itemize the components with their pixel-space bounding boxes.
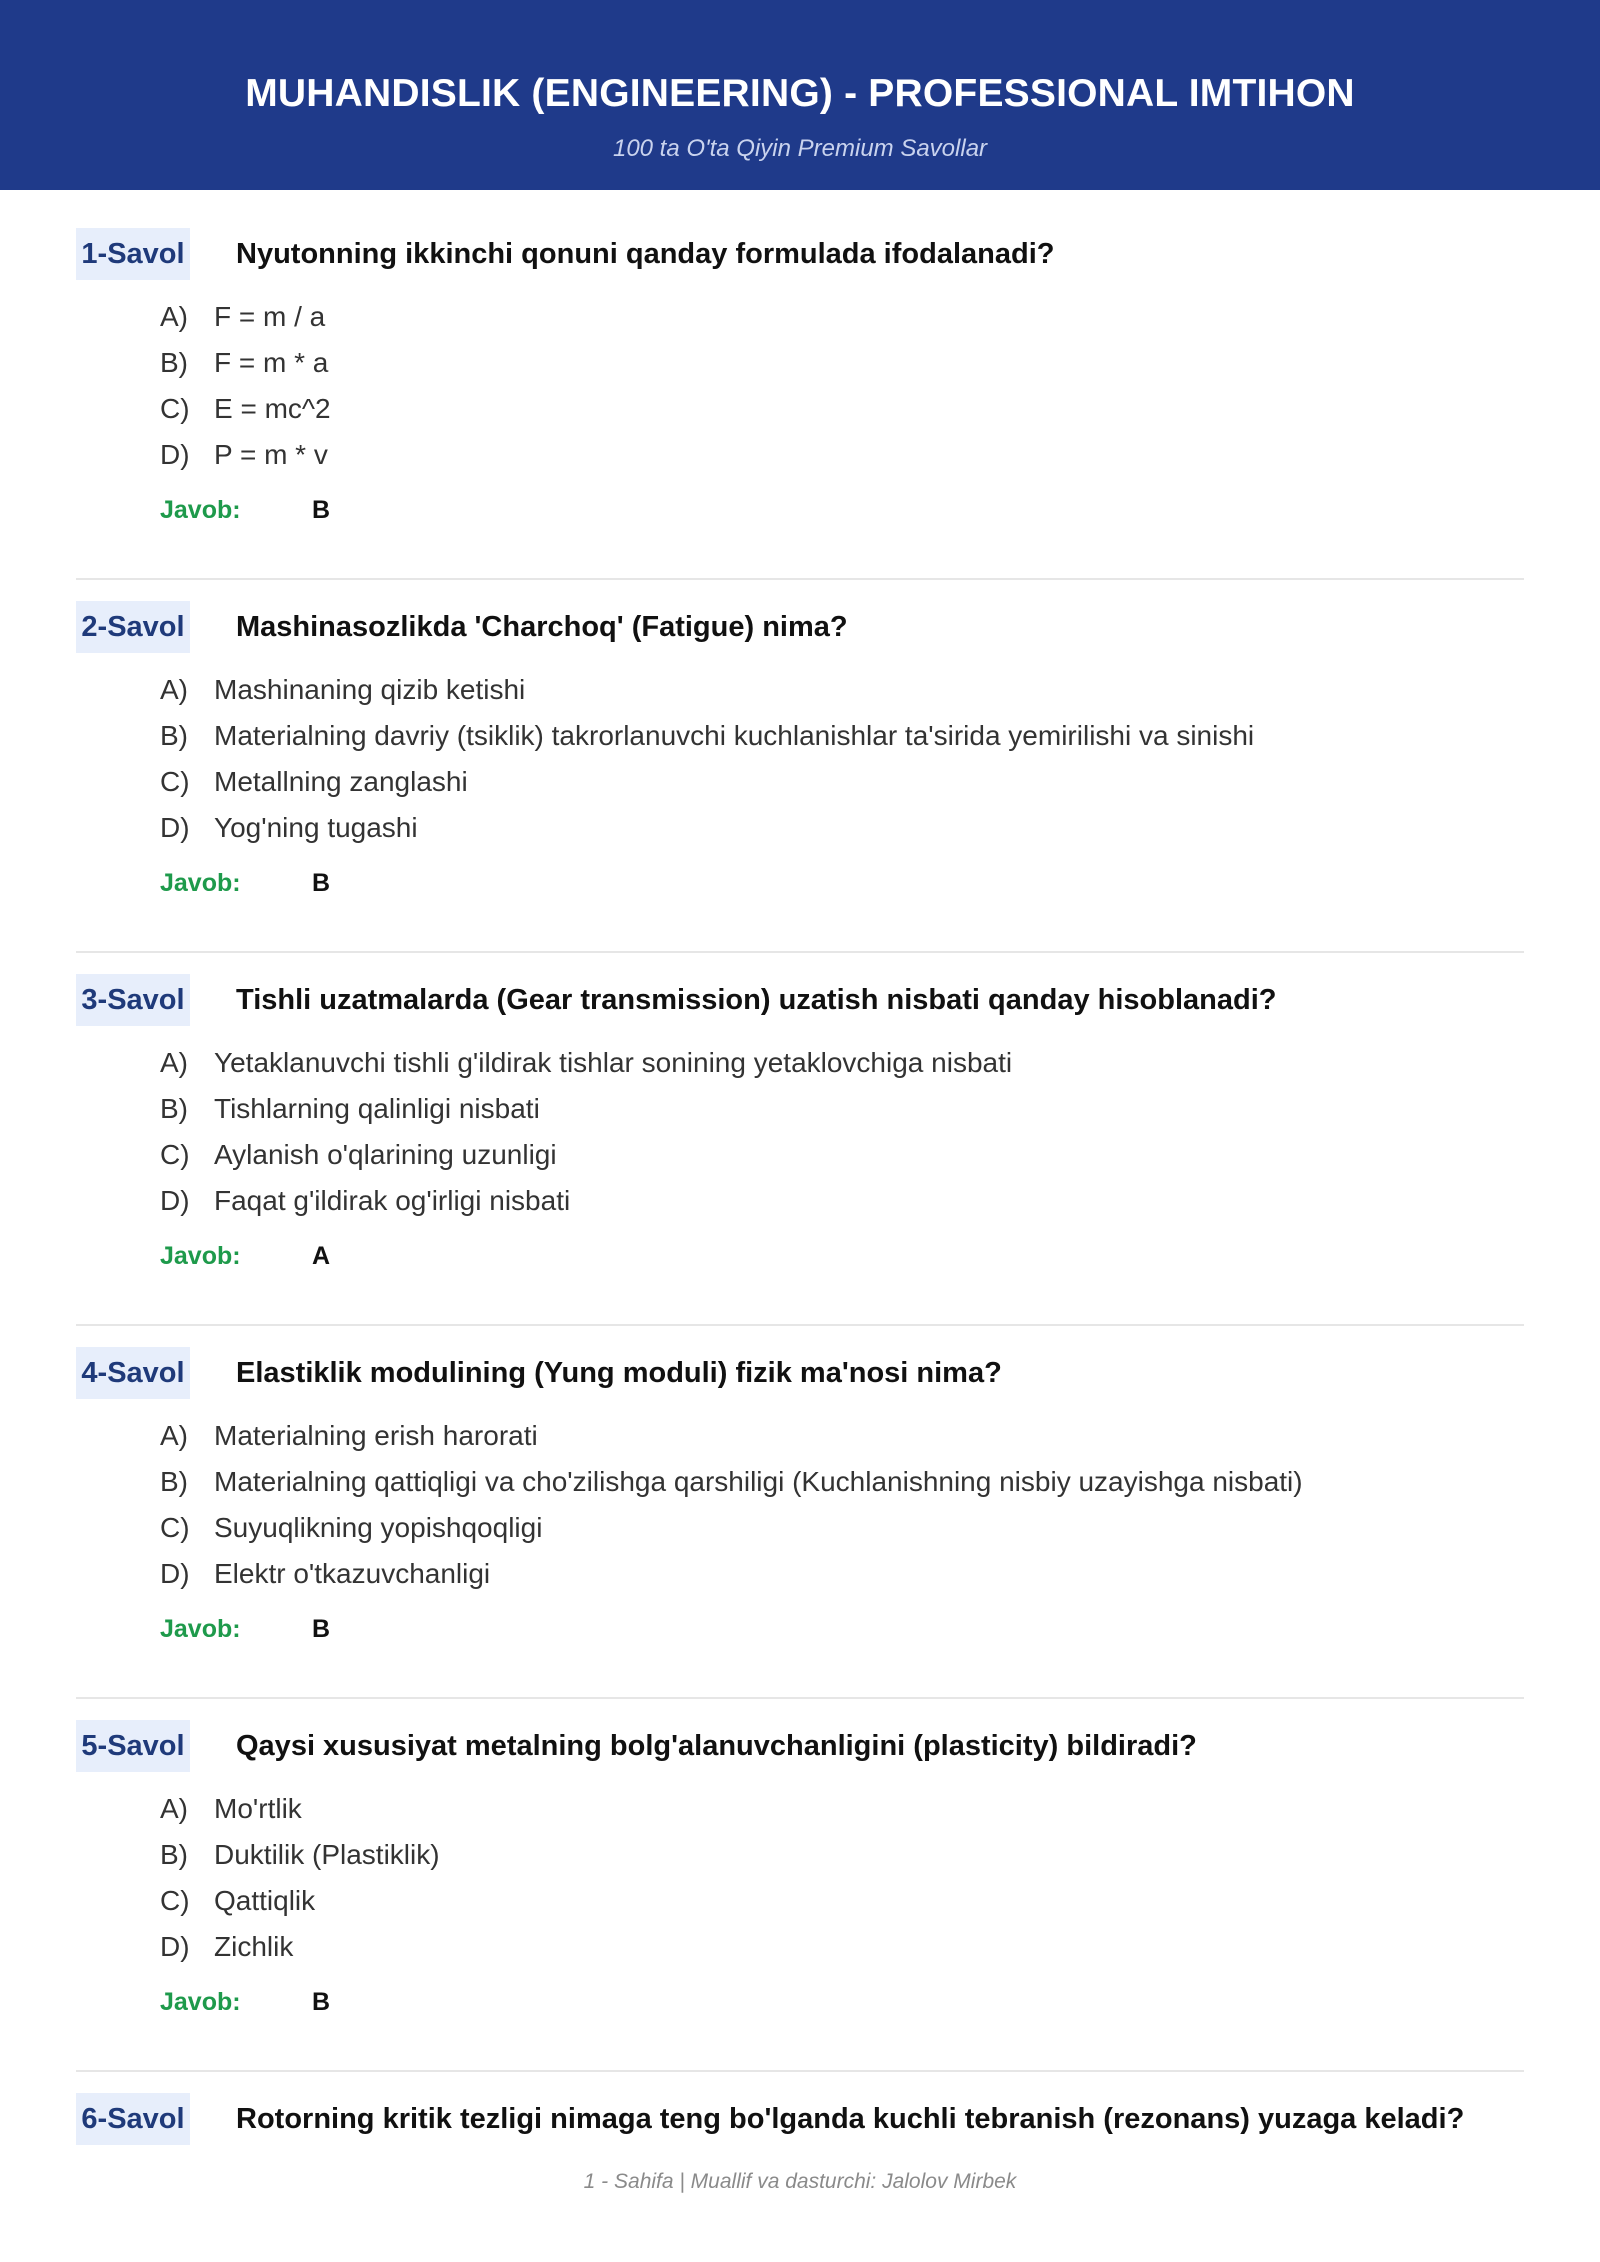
option-letter: D) <box>160 1185 190 1216</box>
answer-label: Javob: <box>160 1615 241 1643</box>
option-a <box>160 667 1520 713</box>
option-c <box>160 759 1520 805</box>
question-3 <box>76 972 1524 1345</box>
question-number-badge: 3-Savol <box>76 974 190 1026</box>
option-letter: B) <box>160 1839 188 1870</box>
option-letter: D) <box>160 1931 190 1962</box>
option-text: Suyuqlikning yopishqoqligi <box>214 1512 543 1543</box>
option-letter: B) <box>160 1093 188 1124</box>
option-letter: B) <box>160 720 188 751</box>
option-letter: D) <box>160 439 190 470</box>
question-text: Qaysi xususiyat metalning bolg'alanuvchanligini (plasticity) bildiradi? <box>236 1730 1197 1762</box>
answer-value: A <box>312 1242 331 1270</box>
option-c <box>160 386 1520 432</box>
question-number-badge: 5-Savol <box>76 1720 190 1772</box>
option-text: Duktilik (Plastiklik) <box>214 1839 440 1870</box>
option-text: Qattiqlik <box>214 1885 316 1916</box>
option-c <box>160 1878 1520 1924</box>
option-letter: A) <box>160 1047 188 1078</box>
option-text: Materialning davriy (tsiklik) takrorlanuvchi kuchlanishlar ta'sirida yemirilishi va sinishi <box>214 720 1255 751</box>
option-list <box>160 294 1520 478</box>
option-letter: B) <box>160 1466 188 1497</box>
question-text: Tishli uzatmalarda (Gear transmission) uzatish nisbati qanday hisoblanadi? <box>236 984 1277 1016</box>
option-text: F = m / a <box>214 301 326 332</box>
exam-title: MUHANDISLIK (ENGINEERING) - PROFESSIONAL IMTIHON <box>245 72 1355 115</box>
option-letter: C) <box>160 1139 190 1170</box>
option-a <box>160 1413 1520 1459</box>
option-list <box>160 667 1520 851</box>
option-letter: D) <box>160 812 190 843</box>
page-footer: 1 - Sahifa | Muallif va dasturchi: Jalolov Mirbek <box>583 2170 1017 2193</box>
option-letter: C) <box>160 1512 190 1543</box>
page-header <box>0 0 1600 190</box>
option-b <box>160 1459 1520 1505</box>
answer-value: B <box>312 869 331 897</box>
answer-label: Javob: <box>160 1242 241 1270</box>
question-1 <box>76 226 1524 599</box>
option-d <box>160 805 1520 851</box>
option-text: Materialning erish harorati <box>214 1420 538 1451</box>
answer-value: B <box>312 496 331 524</box>
question-4 <box>76 1345 1524 1718</box>
question-header <box>76 2091 1524 2147</box>
option-d <box>160 432 1520 478</box>
option-text: Faqat g'ildirak og'irligi nisbati <box>214 1185 571 1216</box>
option-text: E = mc^2 <box>214 393 331 424</box>
question-text: Elastiklik modulining (Yung moduli) fizik ma'nosi nima? <box>236 1357 1002 1389</box>
question-divider <box>76 578 1524 580</box>
answer-label: Javob: <box>160 1988 241 2016</box>
option-letter: C) <box>160 766 190 797</box>
question-6 <box>76 2091 1524 2171</box>
question-list <box>76 226 1524 2171</box>
question-header <box>76 1345 1524 1401</box>
option-text: F = m * a <box>214 347 329 378</box>
question-text: Rotorning kritik tezligi nimaga teng bo'lganda kuchli tebranish (rezonans) yuzaga keladi? <box>236 2103 1465 2135</box>
option-text: Aylanish o'qlarining uzunligi <box>214 1139 557 1170</box>
option-letter: B) <box>160 347 188 378</box>
option-letter: A) <box>160 301 188 332</box>
question-header <box>76 226 1524 282</box>
question-text: Nyutonning ikkinchi qonuni qanday formulada ifodalanadi? <box>236 238 1055 270</box>
option-letter: C) <box>160 393 190 424</box>
option-letter: C) <box>160 1885 190 1916</box>
option-letter: A) <box>160 1793 188 1824</box>
option-text: Yog'ning tugashi <box>214 812 418 843</box>
option-text: Zichlik <box>214 1931 294 1962</box>
question-divider <box>76 2070 1524 2072</box>
option-letter: A) <box>160 1420 188 1451</box>
option-d <box>160 1551 1520 1597</box>
option-d <box>160 1924 1520 1970</box>
question-5 <box>76 1718 1524 2091</box>
option-c <box>160 1505 1520 1551</box>
option-letter: D) <box>160 1558 190 1589</box>
question-number-badge: 4-Savol <box>76 1347 190 1399</box>
exam-subtitle: 100 ta O'ta Qiyin Premium Savollar <box>612 135 988 162</box>
option-text: Materialning qattiqligi va cho'zilishga qarshiligi (Kuchlanishning nisbiy uzayishga nisbati) <box>214 1466 1303 1497</box>
option-text: Yetaklanuvchi tishli g'ildirak tishlar sonining yetaklovchiga nisbati <box>214 1047 1013 1078</box>
question-divider <box>76 951 1524 953</box>
option-d <box>160 1178 1520 1224</box>
question-header <box>76 599 1524 655</box>
question-number-badge: 1-Savol <box>76 228 190 280</box>
question-divider <box>76 1697 1524 1699</box>
option-a <box>160 1786 1520 1832</box>
answer-label: Javob: <box>160 869 241 897</box>
answer-label: Javob: <box>160 496 241 524</box>
question-header <box>76 972 1524 1028</box>
question-header <box>76 1718 1524 1774</box>
option-b <box>160 713 1520 759</box>
option-list <box>160 1413 1520 1597</box>
question-number-badge: 6-Savol <box>76 2093 190 2145</box>
question-divider <box>76 1324 1524 1326</box>
option-list <box>160 1786 1520 1970</box>
answer-value: B <box>312 1615 331 1643</box>
option-letter: A) <box>160 674 188 705</box>
option-text: Mo'rtlik <box>214 1793 302 1824</box>
option-text: Mashinaning qizib ketishi <box>214 674 526 705</box>
answer-value: B <box>312 1988 331 2016</box>
option-text: Tishlarning qalinligi nisbati <box>214 1093 540 1124</box>
option-c <box>160 1132 1520 1178</box>
question-text: Mashinasozlikda 'Charchoq' (Fatigue) nima? <box>236 611 848 643</box>
option-text: Elektr o'tkazuvchanligi <box>214 1558 491 1589</box>
option-text: P = m * v <box>214 439 328 470</box>
option-b <box>160 340 1520 386</box>
question-number-badge: 2-Savol <box>76 601 190 653</box>
option-b <box>160 1832 1520 1878</box>
option-list <box>160 1040 1520 1224</box>
option-a <box>160 1040 1520 1086</box>
option-text: Metallning zanglashi <box>214 766 468 797</box>
question-2 <box>76 599 1524 972</box>
option-a <box>160 294 1520 340</box>
option-b <box>160 1086 1520 1132</box>
